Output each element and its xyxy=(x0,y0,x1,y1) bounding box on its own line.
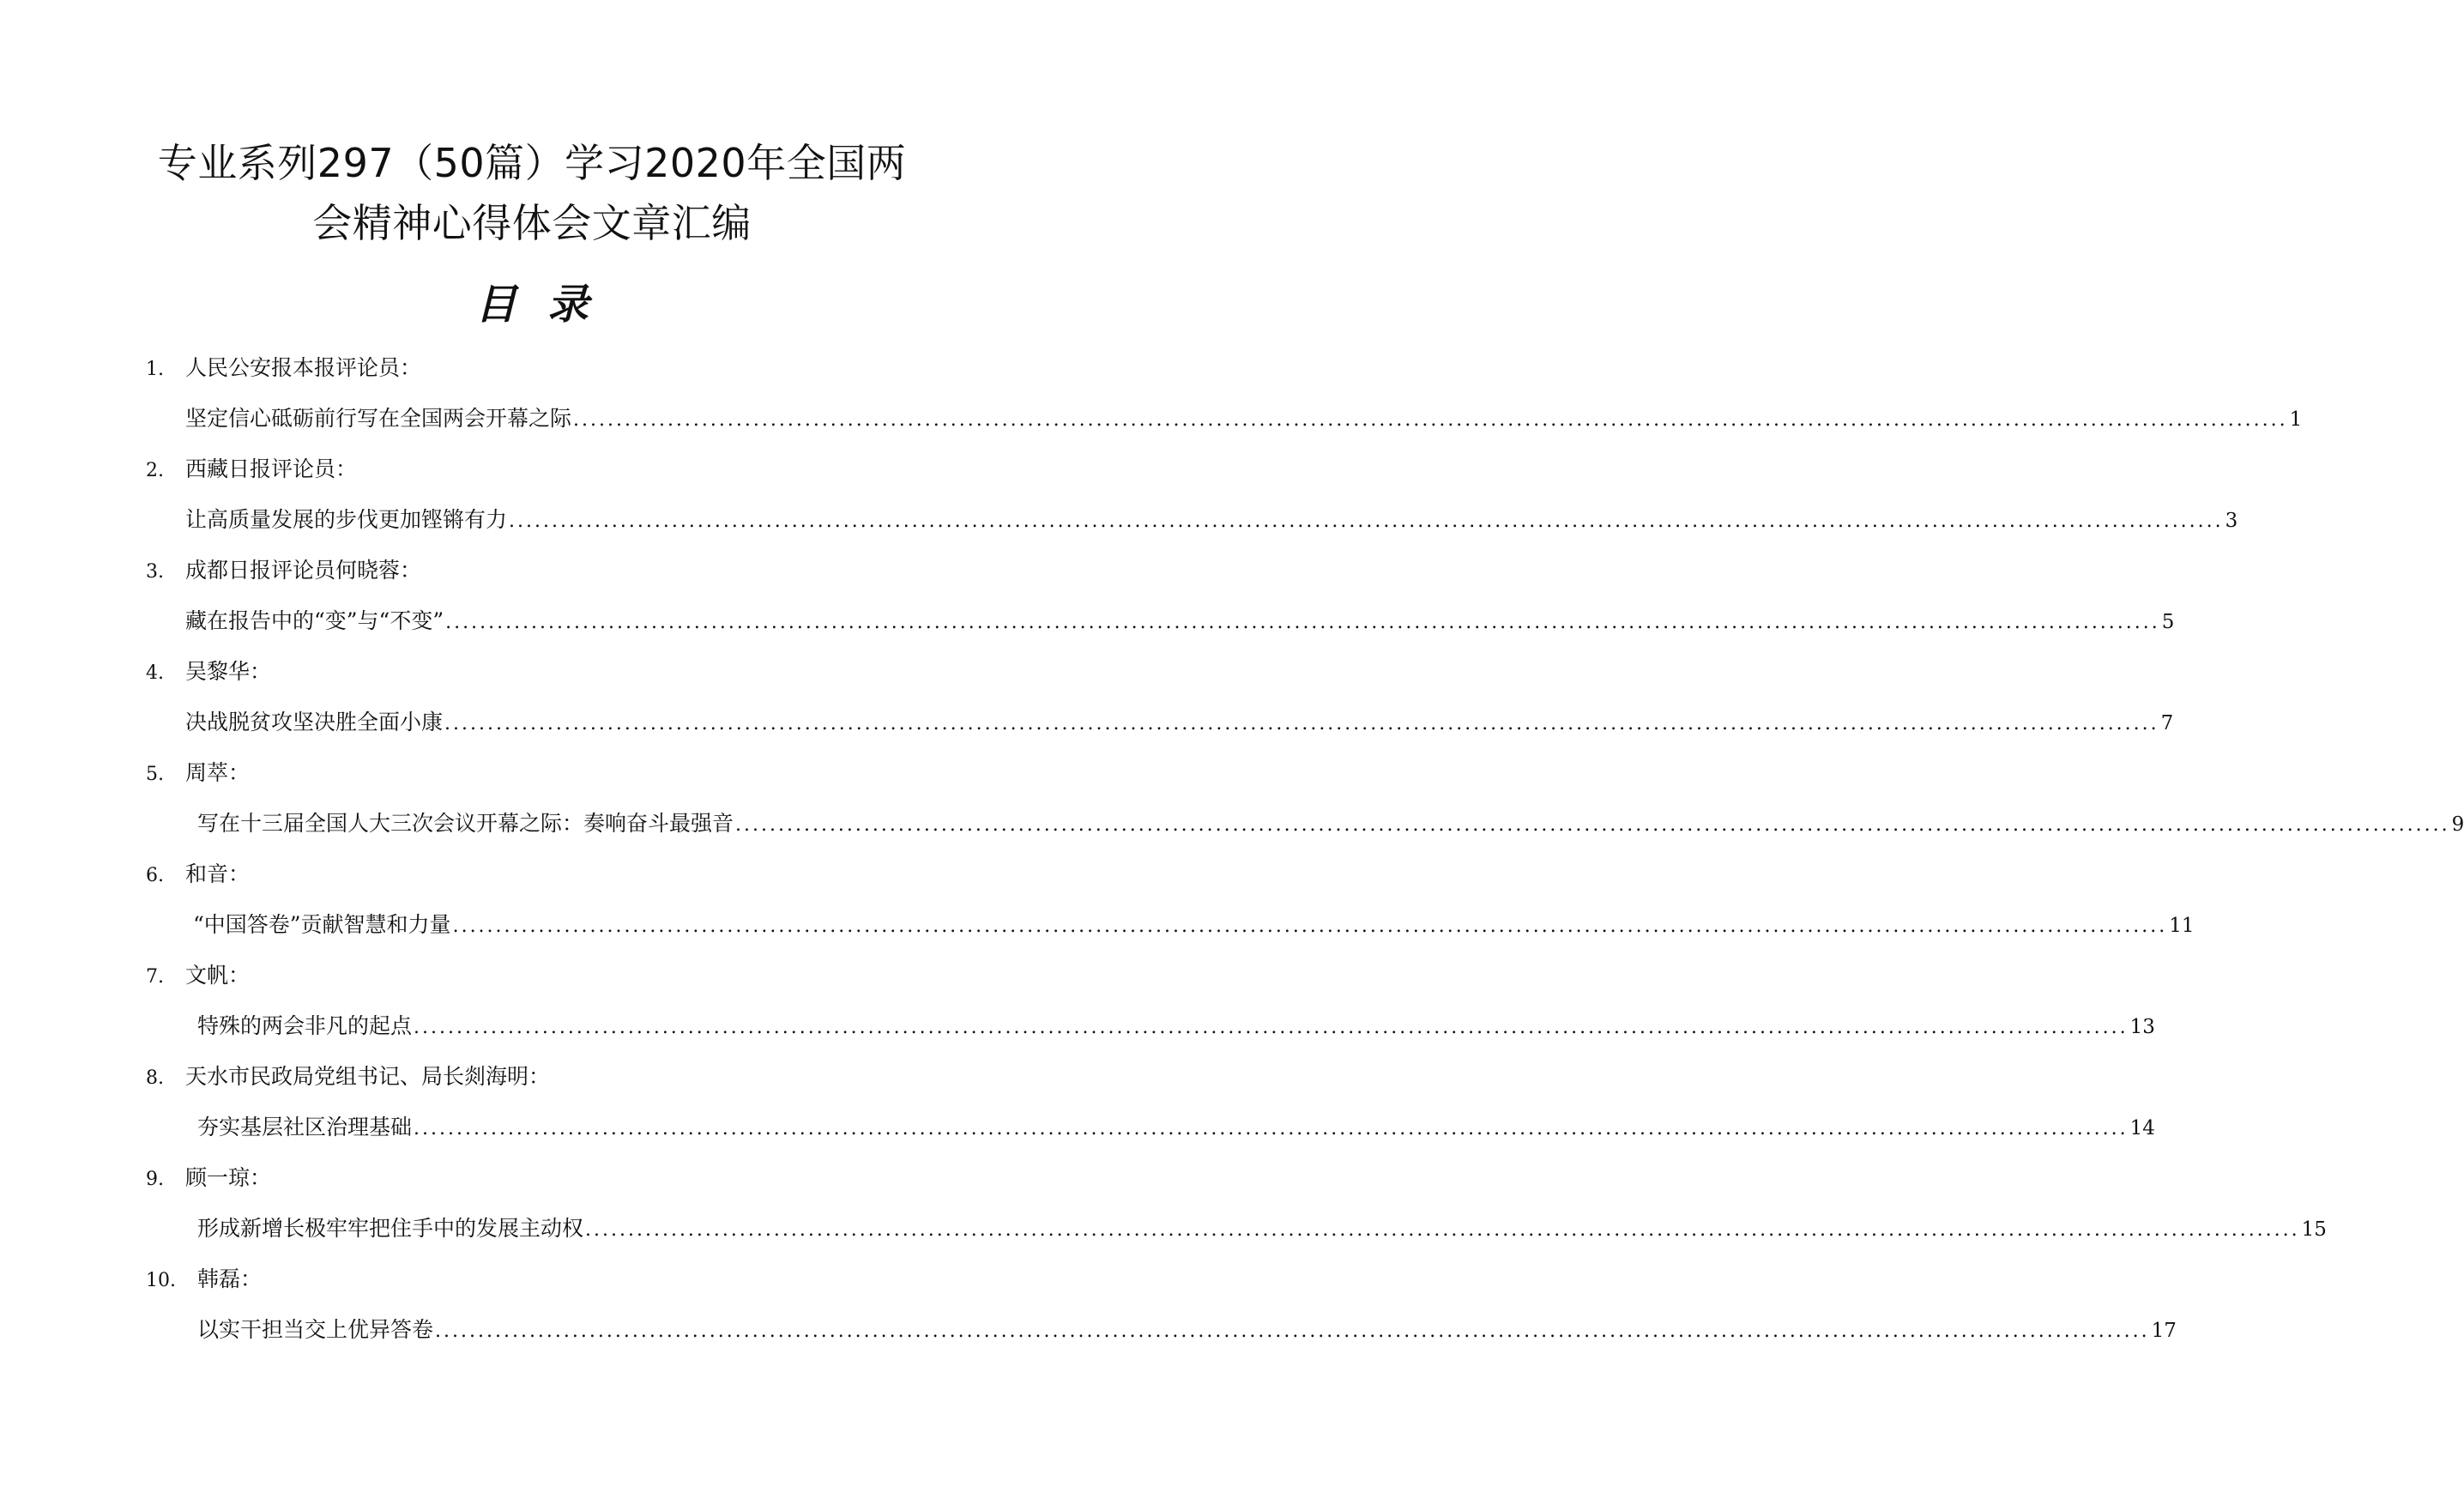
toc-author-line xyxy=(146,961,250,990)
toc-entry-title: 写在十三届全国人大三次会议开幕之际：奏响奋斗最强音 xyxy=(197,811,734,836)
toc-entry-page: 13 xyxy=(2129,1016,2155,1038)
toc-author-line xyxy=(146,1062,550,1091)
toc-entry-title: 坚定信心砥砺前行写在全国两会开幕之际 xyxy=(185,406,572,431)
toc-entry-number: 9. xyxy=(146,1169,164,1190)
toc-author-line xyxy=(146,1265,262,1294)
toc-entry xyxy=(0,951,2155,1052)
toc-author-line xyxy=(146,455,357,484)
toc-entry-author: 吴黎华： xyxy=(185,659,272,684)
toc-dot-leader: ........................................................................................................................................................................................................ xyxy=(452,916,2168,937)
toc-entry-page: 9 xyxy=(2451,813,2464,836)
toc-entry-page: 15 xyxy=(2301,1218,2327,1241)
toc-entry xyxy=(0,647,2174,748)
toc-entry-number: 10. xyxy=(146,1270,176,1291)
toc-entry-author: 天水市民政局党组书记、局长剡海明： xyxy=(185,1064,551,1089)
toc-entry-title: 藏在报告中的“变”与“不变” xyxy=(185,608,444,633)
toc-entry xyxy=(0,1153,2327,1254)
toc-entry-title: 让高质量发展的步伐更加铿锵有力 xyxy=(185,507,508,532)
toc-title-line[interactable] xyxy=(197,1213,2327,1244)
toc-entry-title: “中国答卷”贡献智慧和力量 xyxy=(193,912,451,937)
toc-title-line[interactable] xyxy=(197,808,2464,839)
toc-entry-page: 5 xyxy=(2161,611,2175,633)
toc-entry-page: 14 xyxy=(2129,1117,2155,1139)
toc-entry-title: 以实干担当交上优异答卷 xyxy=(197,1317,434,1342)
toc-entry-author: 周萃： xyxy=(185,760,251,785)
toc-title-line[interactable] xyxy=(185,606,2175,637)
toc-entry-number: 8. xyxy=(146,1067,164,1089)
toc-dot-leader: ........................................................................................................................................................................................................ xyxy=(414,1017,2129,1038)
document-title-line-2: 会精神心得体会文章汇编 xyxy=(312,200,752,246)
toc-entry-author: 成都日报评论员何晓蓉： xyxy=(185,558,422,583)
toc-dot-leader: ........................................................................................................................................................................................................ xyxy=(444,713,2159,734)
toc-dot-leader: ........................................................................................................................................................................................................ xyxy=(414,1118,2129,1139)
toc-entry-author: 韩磊： xyxy=(197,1266,263,1291)
toc-entry xyxy=(0,546,2175,647)
document-title-line-1: 专业系列297（50篇）学习2020年全国两 xyxy=(157,140,907,186)
toc-entry xyxy=(0,444,2238,546)
toc-author-line xyxy=(146,1164,271,1193)
toc-entry-number: 3. xyxy=(146,561,164,583)
toc-entry-title: 特殊的两会非凡的起点 xyxy=(197,1013,413,1038)
toc-entry-number: 5. xyxy=(146,764,164,785)
toc-dot-leader: ........................................................................................................................................................................................................ xyxy=(445,612,2160,633)
toc-entry-page: 1 xyxy=(2289,408,2303,431)
toc-author-line xyxy=(146,657,271,686)
toc-entry-author: 和音： xyxy=(185,861,251,886)
toc-title-line[interactable] xyxy=(197,1112,2155,1143)
toc-dot-leader: ........................................................................................................................................................................................................ xyxy=(735,814,2450,836)
toc-title-line[interactable] xyxy=(197,1315,2177,1345)
toc-heading-part2: 录 xyxy=(547,281,589,329)
toc-entry xyxy=(0,849,2195,951)
toc-heading xyxy=(0,279,1064,330)
toc-entry xyxy=(0,1254,2177,1356)
toc-title-line[interactable] xyxy=(193,910,2195,940)
toc-title-line[interactable] xyxy=(185,403,2303,434)
toc-author-line xyxy=(146,556,421,585)
toc-entry xyxy=(0,343,2303,444)
toc-entry-author: 西藏日报评论员： xyxy=(185,456,358,481)
toc-entry-page: 11 xyxy=(2169,915,2195,937)
toc-author-line xyxy=(146,860,250,889)
toc-dot-leader: ........................................................................................................................................................................................................ xyxy=(435,1321,2150,1342)
toc-entry-page: 7 xyxy=(2160,712,2174,734)
toc-entry-author: 顾一琼： xyxy=(185,1165,272,1190)
toc-author-line xyxy=(146,354,421,383)
toc-entry-title: 决战脱贫攻坚决胜全面小康 xyxy=(185,710,444,734)
toc-author-line xyxy=(146,759,250,788)
toc-entry-author: 文帆： xyxy=(185,963,251,988)
toc-title-line[interactable] xyxy=(185,505,2238,535)
table-of-contents xyxy=(0,343,2464,1356)
toc-dot-leader: ........................................................................................................................................................................................................ xyxy=(585,1219,2300,1241)
toc-title-line[interactable] xyxy=(197,1011,2155,1042)
toc-dot-leader: ........................................................................................................................................................................................................ xyxy=(573,409,2288,431)
toc-entry-title: 夯实基层社区治理基础 xyxy=(197,1115,413,1139)
toc-title-line[interactable] xyxy=(185,707,2174,738)
toc-entry-title: 形成新增长极牢牢把住手中的发展主动权 xyxy=(197,1216,584,1241)
toc-entry-author: 人民公安报本报评论员： xyxy=(185,355,422,380)
toc-entry-number: 6. xyxy=(146,865,164,886)
toc-entry-number: 7. xyxy=(146,966,164,988)
toc-entry xyxy=(0,748,2464,849)
toc-dot-leader: ........................................................................................................................................................................................................ xyxy=(509,511,2224,532)
toc-entry-number: 4. xyxy=(146,662,164,684)
toc-entry xyxy=(0,1052,2155,1153)
toc-heading-part1: 目 xyxy=(474,281,516,329)
toc-entry-page: 3 xyxy=(2225,510,2238,532)
toc-entry-page: 17 xyxy=(2151,1320,2177,1342)
toc-entry-number: 2. xyxy=(146,460,164,481)
toc-entry-number: 1. xyxy=(146,359,164,380)
